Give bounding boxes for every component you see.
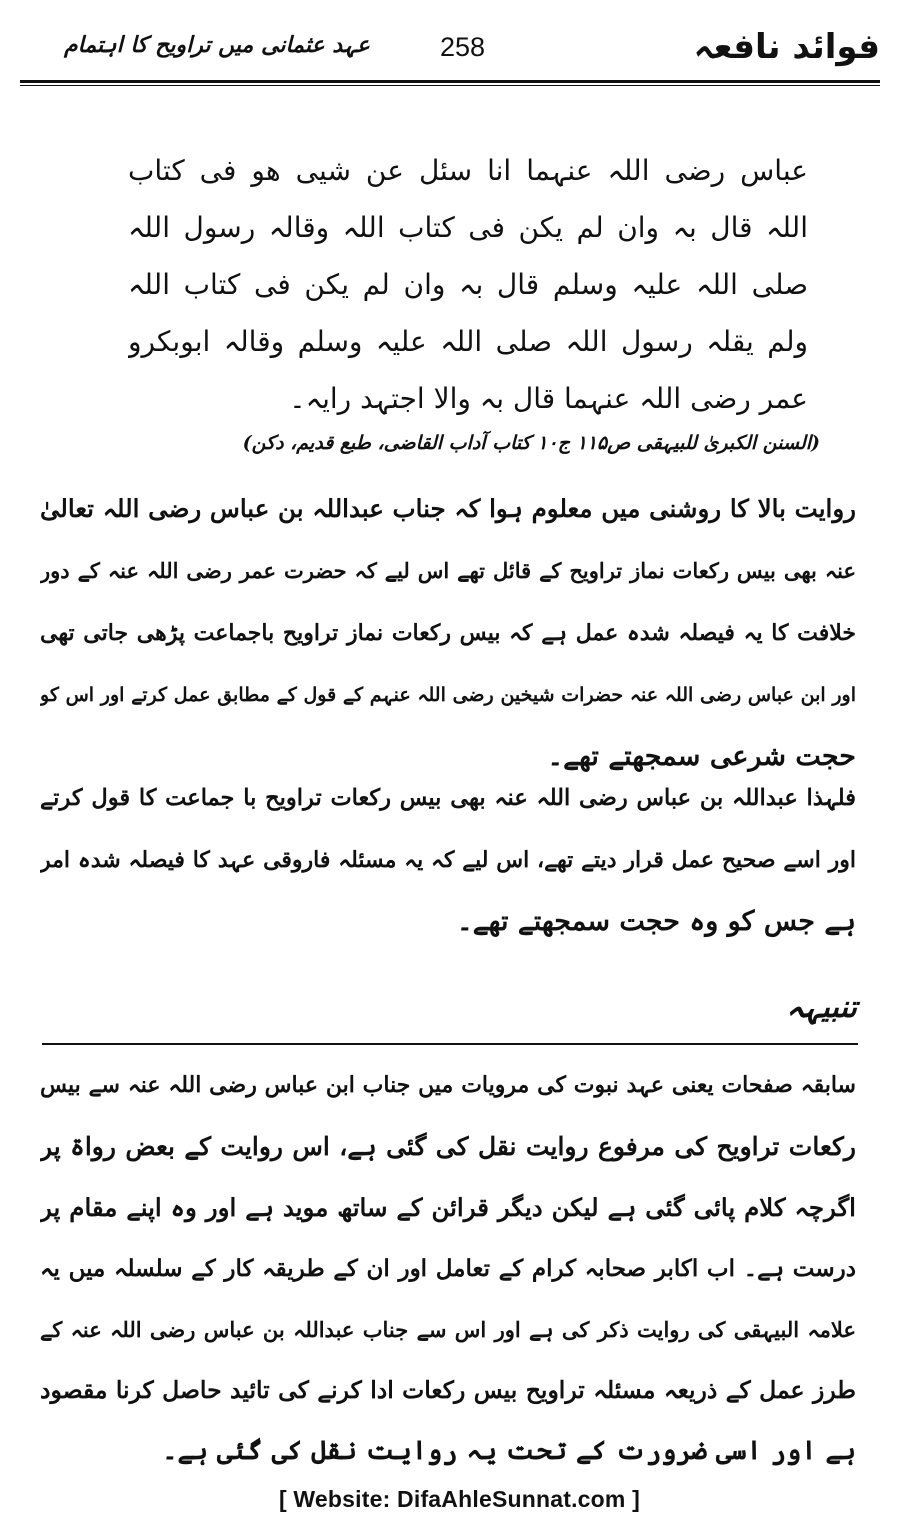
- website-footer: [ Website: DifaAhleSunnat.com ]: [278, 1486, 641, 1512]
- text-line: عنہ بھی بیس رکعات نماز تراویح کے قائل تھے اس لیے کہ حضرت عمر رضی اللہ عنہ کے دور: [40, 558, 856, 583]
- text-line: ہے جس کو وہ حجت سمجھتے تھے۔: [456, 906, 856, 937]
- paragraph-2: [40, 767, 856, 953]
- section-heading: تنبیہہ: [786, 990, 857, 1025]
- text-line: علامہ البیہقی کی روایت ذکر کی ہے اور اس سے جناب عبداللہ بن عباس رضی اللہ عنہ کے: [40, 1317, 856, 1342]
- text-line: اور ابن عباس رضی اللہ عنہ حضرات شیخین رضی اللہ عنہم کے قول کے مطابق عمل کرتے اور اس کو: [40, 684, 856, 706]
- arabic-line: ولم یقلہ رسول اللہ صلی اللہ علیہ وسلم وقالہ ابوبکرو: [128, 325, 808, 358]
- text-line: حجت شرعی سمجھتے تھے۔: [547, 741, 856, 772]
- text-line: روایت بالا کا روشنی میں معلوم ہوا کہ جناب عبداللہ بن عباس رضی اللہ تعالیٰ: [40, 494, 856, 523]
- text-line: اور اسے صحیح عمل قرار دیتے تھے، اس لیے کہ یہ مسئلہ فاروقی عہد کا فیصلہ شدہ امر: [40, 847, 856, 873]
- text-line: ہے اور اسی ضرورت کے تحت یہ روایت نقل کی گئی ہے۔: [162, 1436, 856, 1466]
- header-rule-thin: [20, 85, 880, 86]
- chapter-title: عہد عثمانی میں تراویح کا اہتمام: [64, 32, 370, 58]
- page-number: 258: [440, 32, 486, 62]
- arabic-line: عمر رضی اللہ عنہما قال بہ والا اجتہد رایہ۔: [289, 382, 808, 415]
- paragraph-3: [40, 1055, 856, 1482]
- text-line: درست ہے۔ اب اکابر صحابہ کرام کے تعامل اور ان کے طریقہ کار کے سلسلہ میں یہ: [40, 1255, 856, 1282]
- text-line: سابقہ صفحات یعنی عہد نبوت کی مرویات میں جناب ابن عباس رضی اللہ عنہ سے بیس: [40, 1072, 856, 1098]
- text-line: اگرچہ کلام پائی گئی ہے لیکن دیگر قرائن کے ساتھ موید ہے اور وہ اپنے مقام پر: [40, 1193, 856, 1222]
- arabic-line: اللہ قال بہ وان لم یکن فی کتاب اللہ وقالہ رسول اللہ: [128, 211, 808, 244]
- page-header: [20, 22, 880, 82]
- text-line: فلہذا عبداللہ بن عباس رضی اللہ عنہ بھی بیس رکعات تراویح با جماعت کا قول کرتے: [40, 785, 856, 811]
- section-rule: [42, 1043, 858, 1045]
- text-line: طرز عمل کے ذریعہ مسئلہ تراویح بیس رکعات ادا کرنے کی تائید حاصل کرنا مقصود: [40, 1376, 856, 1404]
- arabic-line: عباس رضی اللہ عنہما انا سئل عن شیی ھو فی کتاب: [128, 154, 808, 187]
- paragraph-1: [40, 478, 856, 788]
- text-line: رکعات تراویح کی مرفوع روایت نقل کی گئی ہے، اس روایت کے بعض رواۃ پر: [40, 1132, 856, 1161]
- header-rule: [20, 80, 880, 83]
- arabic-quote: [128, 142, 808, 427]
- citation-reference: (السنن الکبریٰ للبیہقی ص۱۱۵ ج۱۰ کتاب آداب القاضی، طبع قدیم، دکن): [242, 432, 820, 454]
- book-title: فوائد نافعہ: [693, 27, 880, 67]
- arabic-line: صلی اللہ علیہ وسلم قال بہ وان لم یکن فی کتاب اللہ: [128, 268, 808, 301]
- text-line: خلافت کا یہ فیصلہ شدہ عمل ہے کہ بیس رکعات نماز تراویح باجماعت پڑھی جاتی تھی: [40, 620, 856, 646]
